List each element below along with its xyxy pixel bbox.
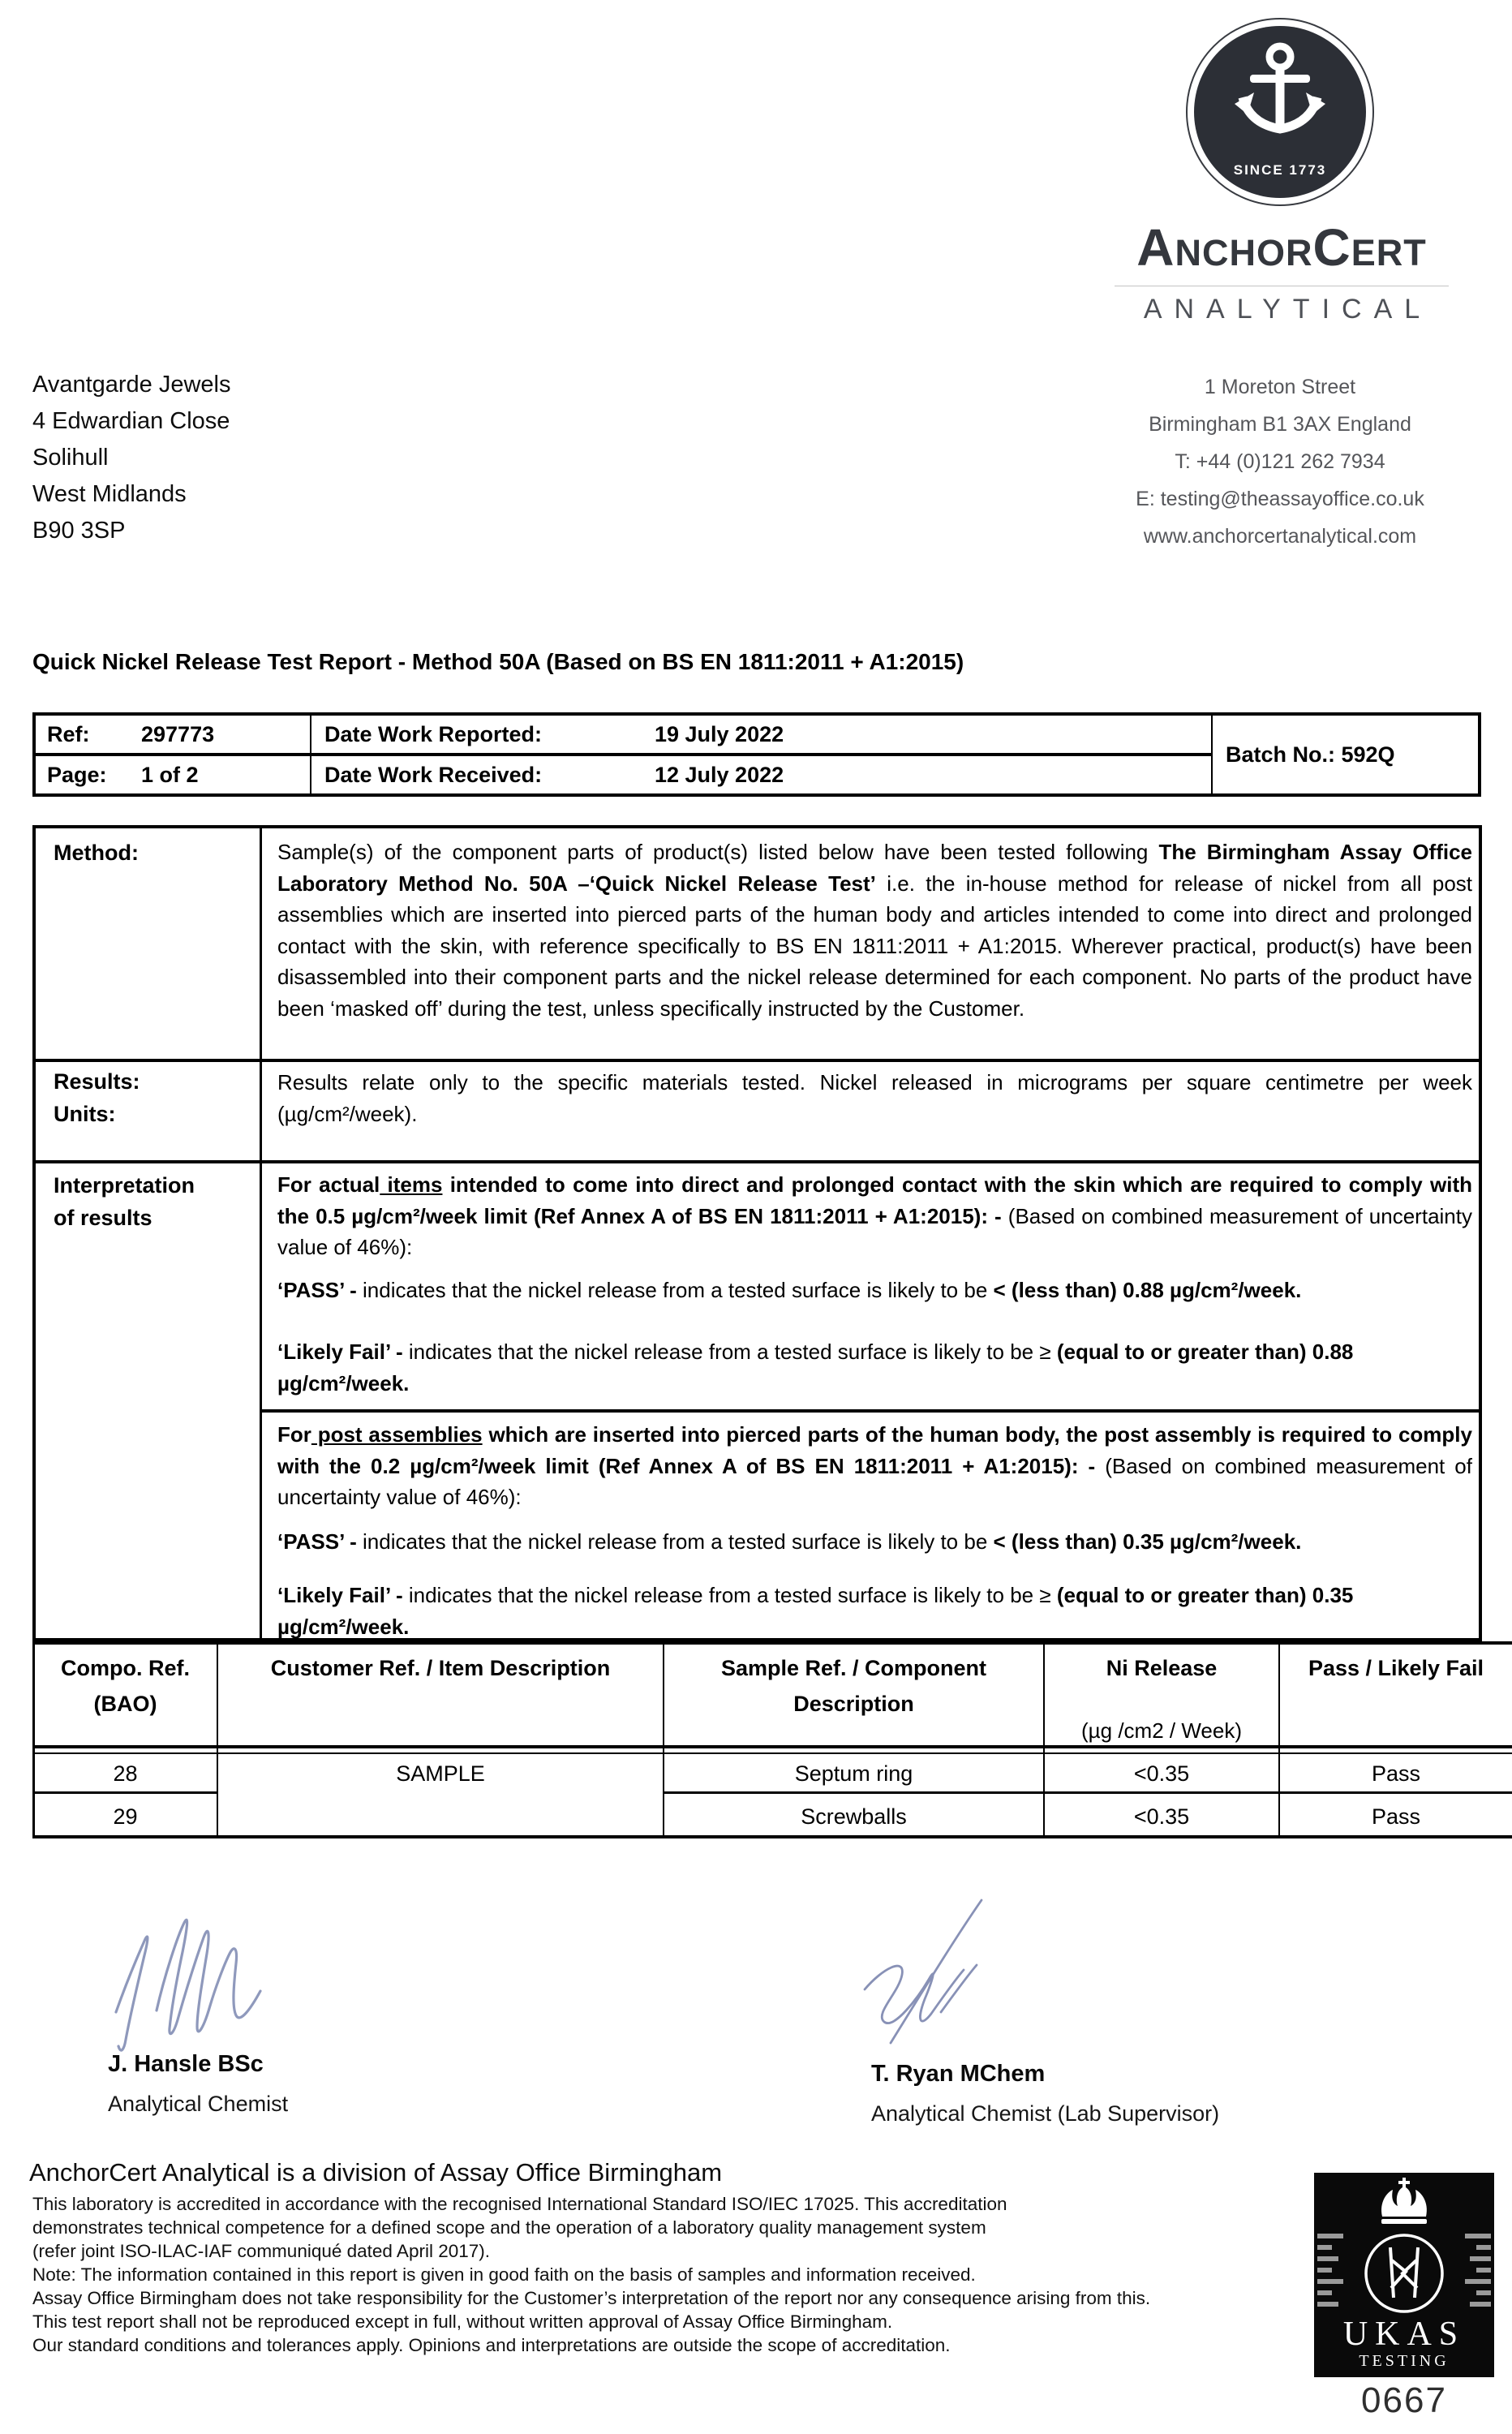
interpretation-label bbox=[54, 1169, 195, 1234]
method-label: Method: bbox=[54, 841, 139, 865]
col-header-pass-fail: Pass / Likely Fail bbox=[1308, 1656, 1484, 1680]
batch-number: Batch No.: 592Q bbox=[1226, 742, 1395, 767]
tick-marks-right bbox=[1465, 2236, 1491, 2304]
ukas-emblem bbox=[1314, 2173, 1494, 2377]
results-table-border bbox=[32, 1835, 1512, 1838]
ref-table-divider bbox=[1211, 716, 1213, 793]
signature-supervisor bbox=[844, 1890, 1022, 2065]
reference-table bbox=[32, 712, 1481, 797]
results-table-border bbox=[32, 1641, 1512, 1645]
footer-line: Our standard conditions and tolerances apply. Opinions and interpretations are outside the scope of accreditation. bbox=[32, 2335, 951, 2355]
footer-line: Assay Office Birmingham does not take responsibility for the Customer’s interpretation of the report nor any consequence arising from this. bbox=[32, 2288, 1151, 2308]
supervisor-role: Analytical Chemist (Lab Supervisor) bbox=[871, 2101, 1220, 2126]
results-row-divider bbox=[663, 1791, 1512, 1794]
ukas-tick-glyphs bbox=[1390, 2247, 1418, 2298]
footer-line: This laboratory is accredited in accordance with the recognised International Standard ISO/IEC 17025. This accreditation bbox=[32, 2194, 1007, 2214]
lab-address-line: 1 Moreton Street bbox=[1204, 376, 1356, 398]
col-header-ni-units: (µg /cm2 / Week) bbox=[1081, 1718, 1242, 1743]
tick-marks-left bbox=[1317, 2236, 1343, 2304]
received-label: Date Work Received: bbox=[324, 763, 543, 787]
lab-website: www.anchorcertanalytical.com bbox=[1143, 525, 1417, 548]
results-label: Results: bbox=[54, 1069, 140, 1094]
anchorcert-logo bbox=[1186, 18, 1374, 206]
ukas-name: UKAS bbox=[1342, 2316, 1466, 2353]
method-text: Sample(s) of the component parts of product(s) listed below have been tested following The Birmingham Assay Office Laboratory Method No. 50A –‘Quick Nickel Release Test’ i.e. the in-house method for release of nickel from all post assemblies which are inserted into pierced parts of the human body and articles intended to come into direct and prolonged contact with the skin, with reference specifically to BS EN 1811:2011 + A1:2015. Wherever practical, product(s) have been disassembled into their component parts and the nickel release determined for each component. No parts of the product have been ‘masked off’ during the test, unless specifically instructed by the Customer. bbox=[277, 840, 1473, 1021]
row-ni-release: <0.35 bbox=[1133, 1761, 1190, 1786]
lab-contact-block bbox=[1117, 368, 1443, 555]
row-result: Pass bbox=[1371, 1804, 1421, 1829]
logo-since-text: SINCE 1773 bbox=[1233, 162, 1327, 178]
analyst-role: Analytical Chemist bbox=[108, 2092, 289, 2116]
ukas-accreditation-mark bbox=[1314, 2173, 1494, 2377]
col-header-sample-ref: Sample Ref. / Component Description bbox=[720, 1656, 987, 1716]
customer-address-line: West Midlands bbox=[32, 481, 187, 507]
footer-line: This test report shall not be reproduced except in full, without written approval of Assay Office Birmingham. bbox=[32, 2311, 893, 2332]
crown-icon bbox=[1381, 2178, 1427, 2224]
signature-analyst bbox=[93, 1890, 304, 2065]
row-divider bbox=[36, 1160, 1479, 1163]
posts-pass-definition: ‘PASS’ - indicates that the nickel release from a tested surface is likely to be < (less than) 0.35 µg/cm²/week. bbox=[277, 1529, 1302, 1554]
reported-value: 19 July 2022 bbox=[655, 722, 784, 746]
row-sample: Screwballs bbox=[801, 1804, 907, 1829]
results-units-text: Results relate only to the specific materials tested. Nickel released in micrograms per square centimetre per week (µg/cm²/week). bbox=[277, 1070, 1472, 1126]
items-intro: For actual items intended to come into direct and prolonged contact with the skin which are required to comply with the 0.5 µg/cm²/week limit (Ref Annex A of BS EN 1811:2011 + A1:2015): - (Based on combined measurement of uncertainty value of 46%): bbox=[277, 1172, 1472, 1259]
customer-address-line: B90 3SP bbox=[32, 518, 126, 544]
items-pass-definition: ‘PASS’ - indicates that the nickel release from a tested surface is likely to be < (less than) 0.88 µg/cm²/week. bbox=[277, 1277, 1302, 1302]
items-fail-definition: ‘Likely Fail’ - indicates that the nickel release from a tested surface is likely to be ≥ (equal to or greater than) 0.88 µg/cm²/week. bbox=[277, 1340, 1354, 1395]
footer-line: Note: The information contained in this report is given in good faith on the basis of samples and information received. bbox=[32, 2264, 976, 2285]
results-header-rule bbox=[32, 1745, 1512, 1748]
footer-line: (refer joint ISO-ILAC-IAF communiqué dated April 2017). bbox=[32, 2241, 490, 2261]
division-statement: AnchorCert Analytical is a division of Assay Office Birmingham bbox=[29, 2158, 723, 2187]
reported-label: Date Work Reported: bbox=[324, 722, 543, 746]
report-title: Quick Nickel Release Test Report - Method 50A (Based on BS EN 1811:2011 + A1:2015) bbox=[32, 649, 964, 674]
method-results-table bbox=[32, 825, 1482, 1641]
posts-intro: For post assemblies which are inserted into pierced parts of the human body, the post assembly is required to comply with the 0.2 µg/cm²/week limit (Ref Annex A of BS EN 1811:2011 + A1:2015): - (Based on combined measurement of uncertainty value of 46%): bbox=[277, 1422, 1472, 1509]
ukas-type: TESTING bbox=[1359, 2352, 1450, 2370]
results-units-label bbox=[54, 1065, 140, 1130]
ref-table-row-divider bbox=[36, 753, 1211, 756]
analyst-name: J. Hansle BSc bbox=[108, 2051, 264, 2077]
customer-name: Avantgarde Jewels bbox=[32, 372, 231, 398]
interpretation-block-items bbox=[277, 1169, 1472, 1399]
row-divider bbox=[36, 1059, 1479, 1062]
ref-value: 297773 bbox=[141, 722, 215, 746]
posts-fail-definition: ‘Likely Fail’ - indicates that the nickel release from a tested surface is likely to be ≥ (equal to or greater than) 0.35 µg/cm²/week. bbox=[277, 1583, 1354, 1639]
row-ni-release: <0.35 bbox=[1133, 1804, 1190, 1829]
lab-email: E: testing@theassayoffice.co.uk bbox=[1136, 488, 1424, 510]
row-compo-ref: 28 bbox=[113, 1761, 138, 1786]
customer-address bbox=[32, 367, 231, 549]
results-header-rule bbox=[32, 1752, 1512, 1754]
lab-phone: T: +44 (0)121 262 7934 bbox=[1175, 450, 1385, 473]
received-value: 12 July 2022 bbox=[655, 763, 784, 787]
ukas-number: 0667 bbox=[1361, 2380, 1447, 2420]
col-header-compo-ref: Compo. Ref. (BAO) bbox=[61, 1656, 190, 1716]
results-row-divider bbox=[32, 1791, 218, 1794]
label-column-divider bbox=[260, 828, 262, 1638]
interpretation-divider bbox=[262, 1409, 1479, 1413]
col-header-customer-ref: Customer Ref. / Item Description bbox=[270, 1656, 611, 1680]
brand-subtitle: ANALYTICAL bbox=[1143, 294, 1433, 325]
row-result: Pass bbox=[1371, 1761, 1421, 1786]
col-header-ni-release: Ni Release bbox=[1106, 1656, 1218, 1680]
interpretation-label-line: of results bbox=[54, 1206, 152, 1230]
row-compo-ref: 29 bbox=[113, 1804, 138, 1829]
row-sample: Septum ring bbox=[794, 1761, 913, 1786]
interpretation-label-line: Interpretation bbox=[54, 1173, 195, 1198]
anchor-icon bbox=[1194, 26, 1366, 198]
footer-line: demonstrates technical competence for a defined scope and the operation of a laboratory quality management system bbox=[32, 2217, 986, 2238]
anchor-glyph bbox=[1233, 39, 1327, 143]
brand-wordmark: AnchorCert bbox=[1136, 218, 1427, 277]
units-label: Units: bbox=[54, 1102, 116, 1126]
supervisor-name: T. Ryan MChem bbox=[871, 2061, 1046, 2087]
interpretation-block-posts bbox=[277, 1419, 1472, 1642]
page-label: Page: bbox=[47, 763, 107, 787]
page-value: 1 of 2 bbox=[141, 763, 199, 787]
customer-address-line: 4 Edwardian Close bbox=[32, 408, 230, 434]
customer-address-line: Solihull bbox=[32, 445, 109, 471]
lab-address-line: Birmingham B1 3AX England bbox=[1149, 413, 1411, 436]
row-customer: SAMPLE bbox=[396, 1761, 485, 1786]
ref-label: Ref: bbox=[47, 722, 90, 746]
